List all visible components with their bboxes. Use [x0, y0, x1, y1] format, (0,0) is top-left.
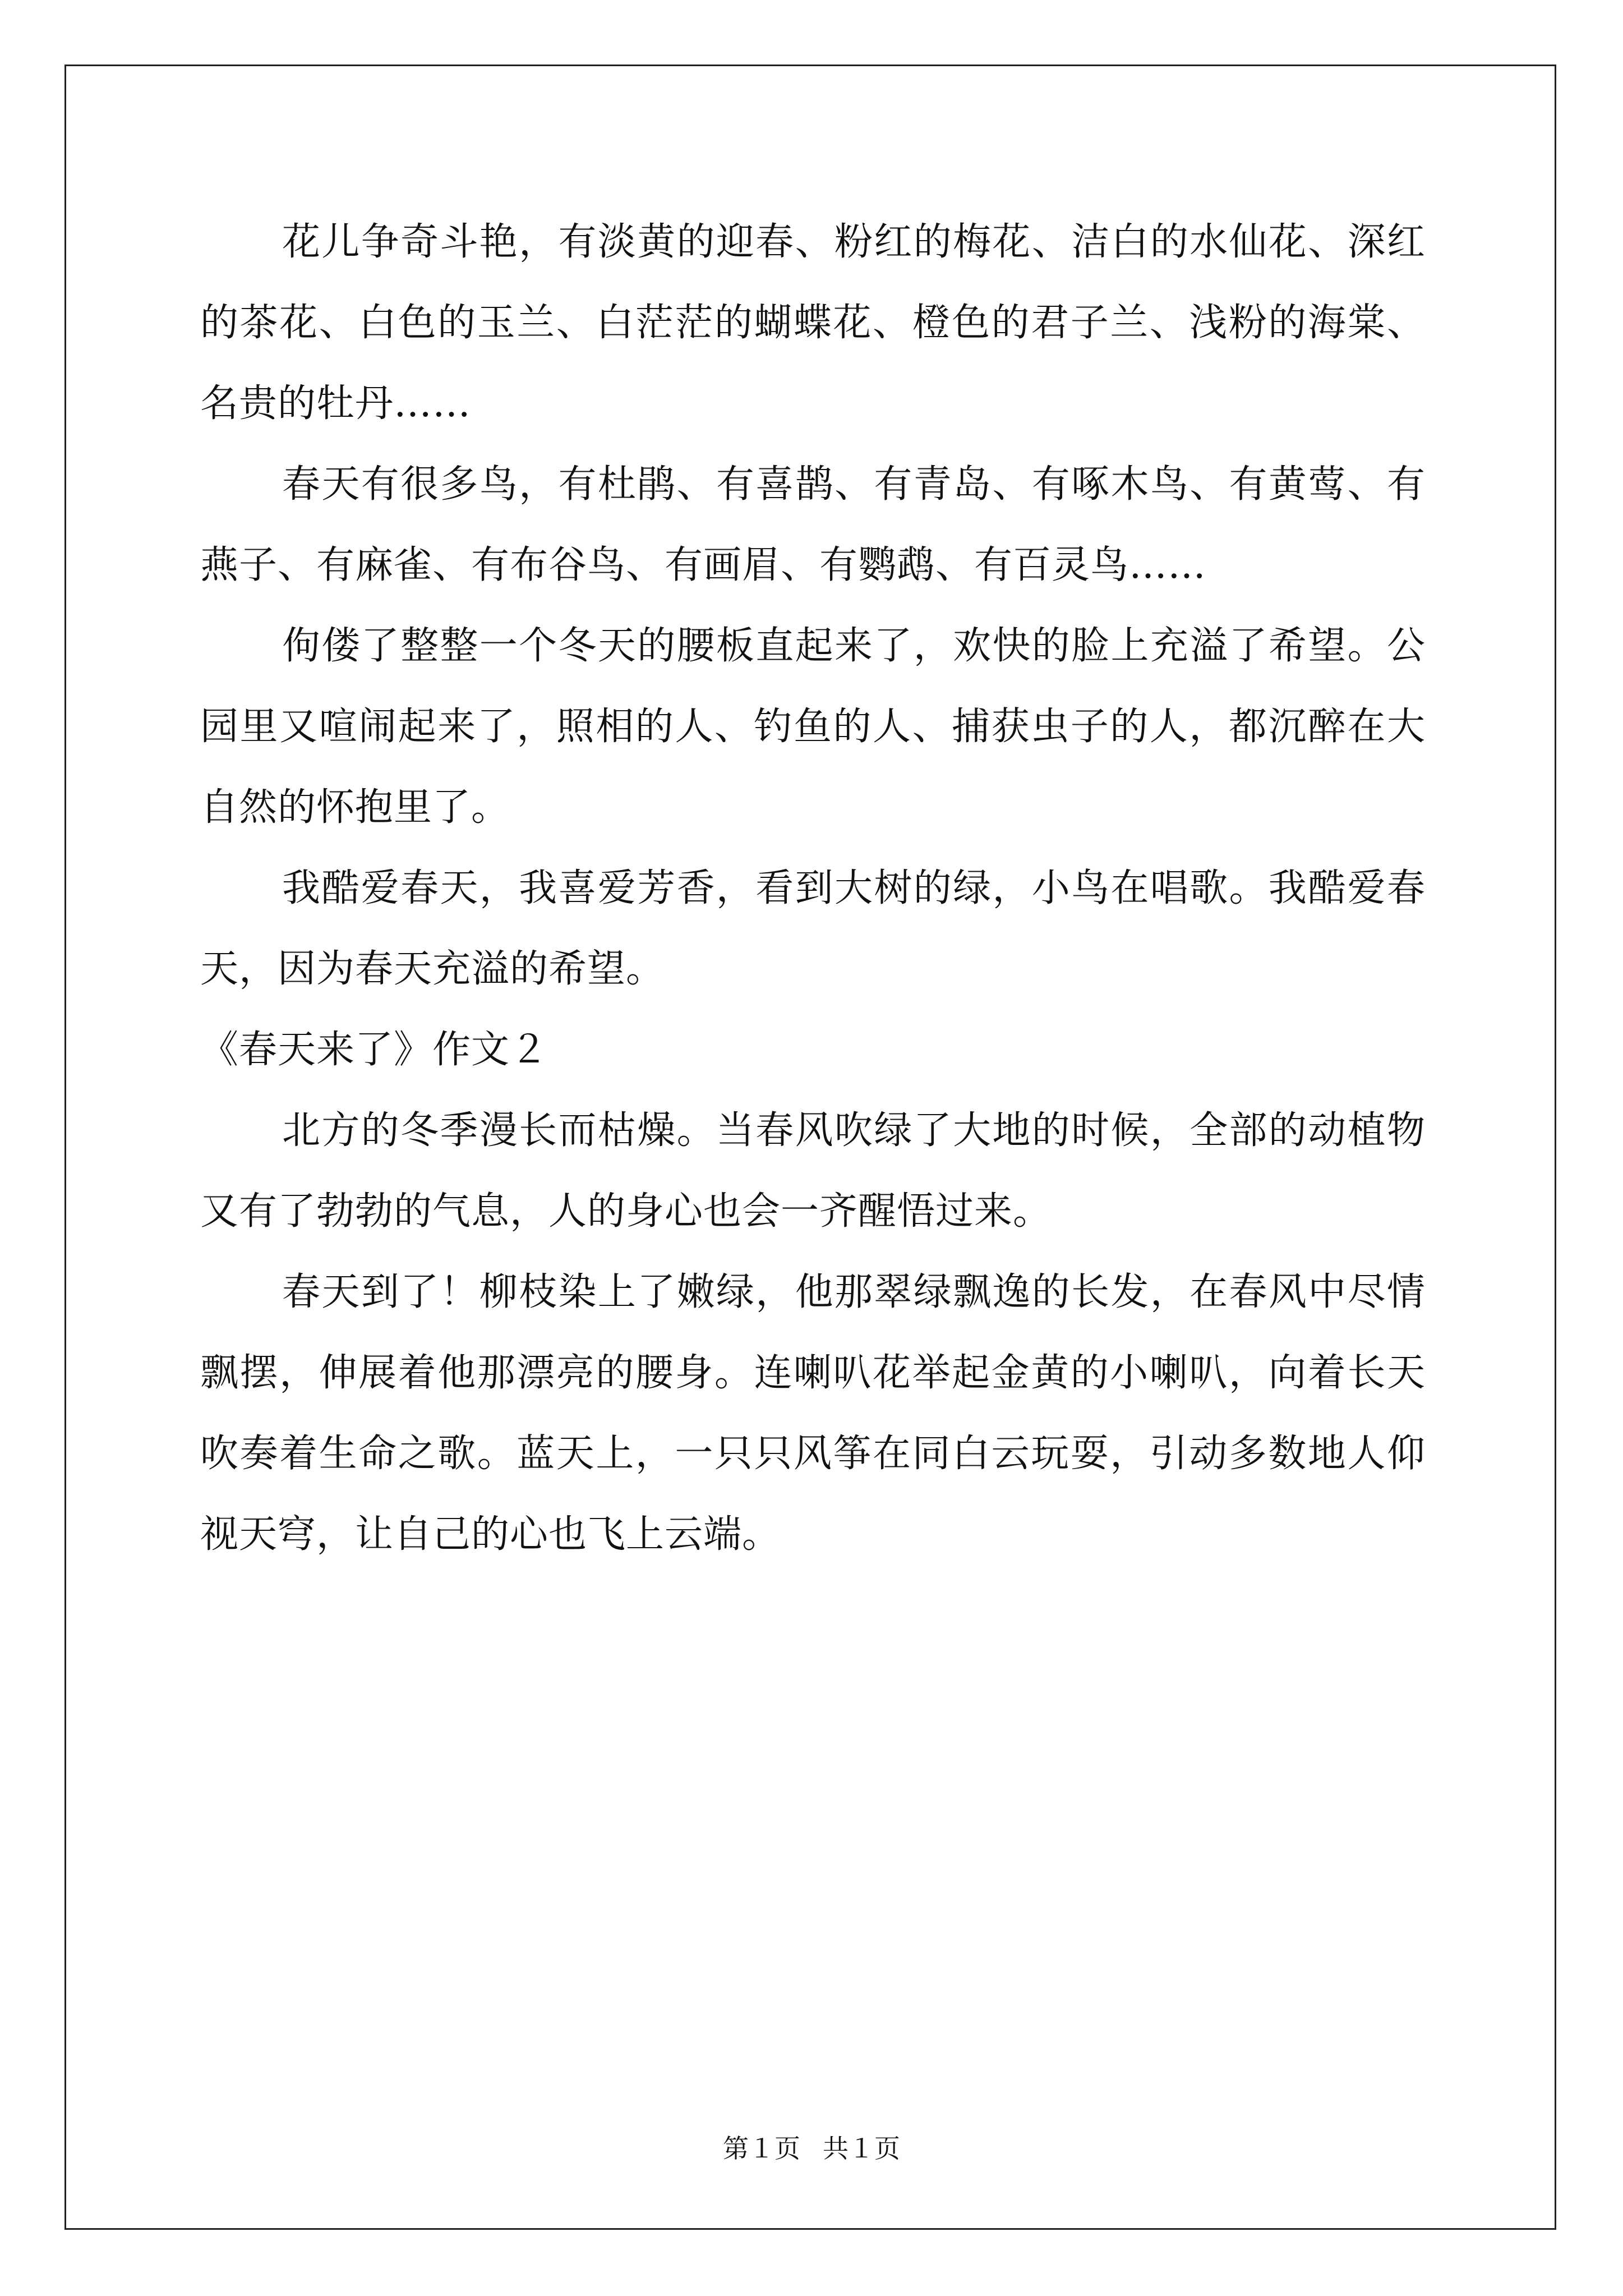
page-footer [0, 2132, 1623, 2165]
paragraph-birds: 春天有很多鸟，有杜鹃、有喜鹊、有青岛、有啄木鸟、有黄莺、有燕子、有麻雀、有布谷鸟、有画眉、有鹦鹉、有百灵鸟…… [200, 462, 1426, 587]
paragraph-spring-arrived: 春天到了！柳枝染上了嫩绿，他那翠绿飘逸的长发，在春风中尽情飘摆，伸展着他那漂亮的腰身。连喇叭花举起金黄的小喇叭，向着长天吹奏着生命之歌。蓝天上，一只只风筝在同白云玩耍，引动多数地人仰视天穹，让自己的心也飞上云端。 [200, 1270, 1426, 1557]
paragraph-people: 佝偻了整整一个冬天的腰板直起来了，欢快的脸上充溢了希望。公园里又喧闹起来了，照相的人、钓鱼的人、捕获虫子的人，都沉醉在大自然的怀抱里了。 [200, 624, 1426, 830]
paragraph-love-spring: 我酷爱春天，我喜爱芳香，看到大树的绿，小鸟在唱歌。我酷爱春天，因为春天充溢的希望。 [200, 866, 1426, 991]
page-number: 第１页 [723, 2133, 800, 2164]
paragraph-north-winter: 北方的冬季漫长而枯燥。当春风吹绿了大地的时候，全部的动植物又有了勃勃的气息，人的身心也会一齐醒悟过来。 [200, 1108, 1426, 1234]
paragraph-flowers: 花儿争奇斗艳，有淡黄的迎春、粉红的梅花、洁白的水仙花、深红的茶花、白色的玉兰、白茫茫的蝴蝶花、橙色的君子兰、浅粉的海棠、名贵的牡丹…… [200, 220, 1426, 426]
document-body [200, 202, 1426, 1575]
page-total: 共１页 [823, 2133, 900, 2164]
section-title: 《春天来了》作文２ [200, 1028, 549, 1072]
